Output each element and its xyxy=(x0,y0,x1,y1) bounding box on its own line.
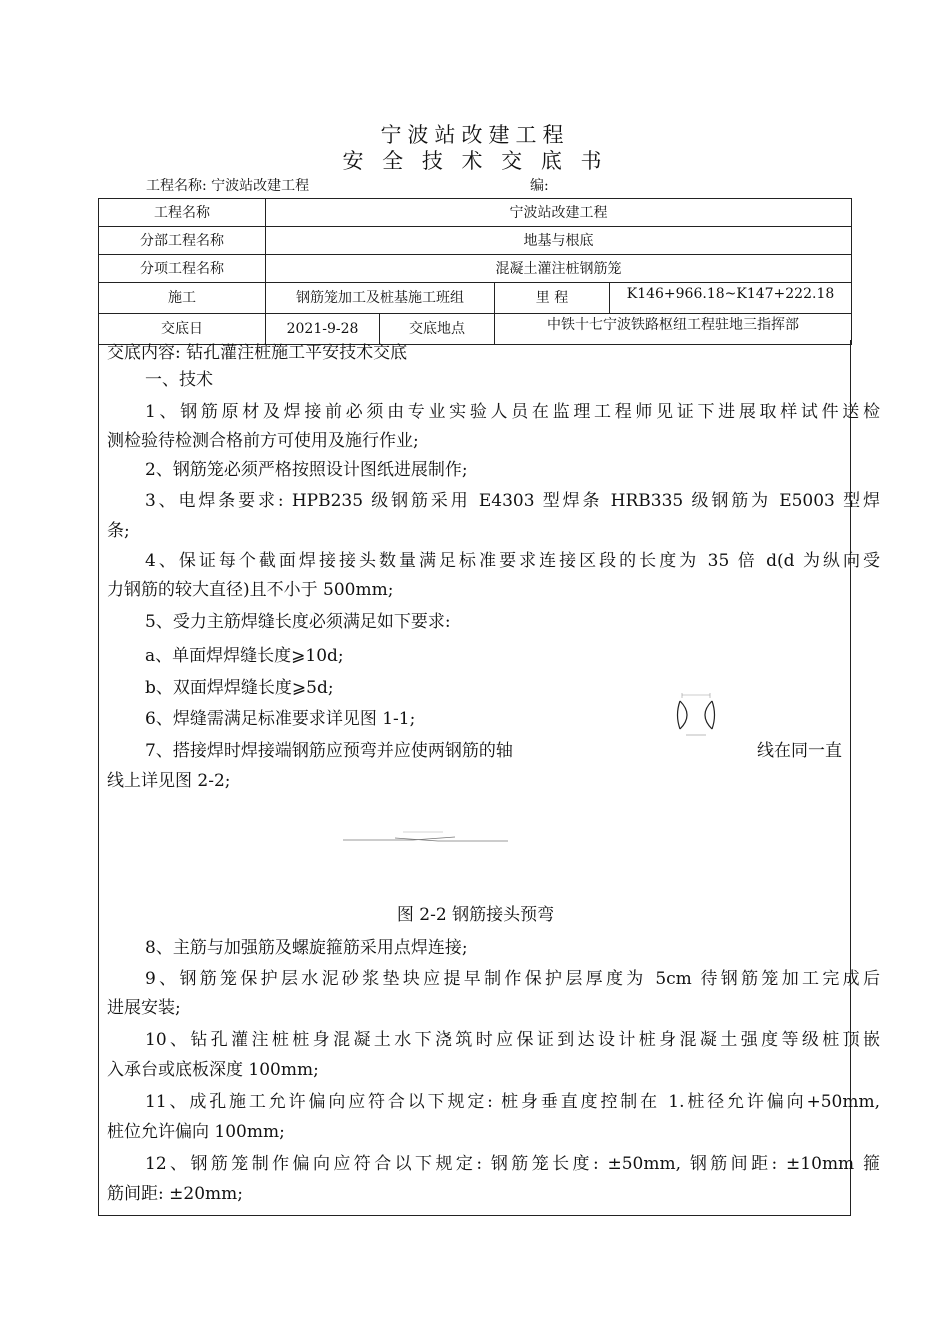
item-12-line-2: 筋间距: ±20mm; xyxy=(107,1184,243,1204)
item-10-line-2: 入承台或底板深度 100mm; xyxy=(107,1060,319,1080)
table-row xyxy=(99,199,852,227)
location-value: 中铁十七宁波铁路枢纽工程驻地三指挥部 xyxy=(495,314,852,345)
table-row xyxy=(99,283,852,314)
prebent-joint-figure xyxy=(343,828,508,850)
table-row xyxy=(99,255,852,283)
item-8: 8、主筋与加强筋及螺旋箍筋采用点焊连接; xyxy=(145,938,468,958)
construction-value: 钢筋笼加工及桩基施工班组 xyxy=(266,283,495,314)
project-name-value: 宁波站改建工程 xyxy=(266,199,852,227)
bar-left-outer xyxy=(678,701,681,729)
weld-section-figure xyxy=(672,690,720,740)
construction-label: 施工 xyxy=(99,283,266,314)
item-4-line-1: 4、保证每个截面焊接接头数量满足标准要求连接区段的长度为 35 倍 d(d 为纵向受 xyxy=(145,551,880,571)
division-label: 分部工程名称 xyxy=(99,227,266,255)
content-intro: 交底内容: 钻孔灌注桩施工平安技术交底 xyxy=(107,343,408,363)
table-row xyxy=(99,227,852,255)
date-value: 2021-9-28 xyxy=(266,314,380,345)
item-label: 分项工程名称 xyxy=(99,255,266,283)
item-5: 5、受力主筋焊缝长度必须满足如下要求: xyxy=(145,612,451,632)
item-1-line-2: 测检验待检测合格前方可使用及施行作业; xyxy=(107,431,419,451)
document-subtitle: 安 全 技 术 交 底 书 xyxy=(342,149,608,173)
item-value: 混凝土灌注桩钢筋笼 xyxy=(266,255,852,283)
item-5b: b、双面焊焊缝长度⩾5d; xyxy=(145,678,334,698)
item-3-line-1: 3、电焊条要求: HPB235 级钢筋采用 E4303 型焊条 HRB335 级钢筋为 E5003 型焊 xyxy=(145,491,880,511)
item-9-line-2: 进展安装; xyxy=(107,998,181,1018)
item-11-line-2: 桩位允许偏向 100mm; xyxy=(107,1122,285,1142)
mileage-label: 里 程 xyxy=(495,283,610,314)
project-name-line: 工程名称: 宁波站改建工程 xyxy=(146,178,310,194)
figure-2-2-caption: 图 2-2 钢筋接头预弯 xyxy=(396,905,555,925)
item-10-line-1: 10、钻孔灌注桩桩身混凝土水下浇筑时应保证到达设计桩身混凝土强度等级桩顶嵌 xyxy=(145,1030,880,1050)
project-name-label: 工程名称 xyxy=(99,199,266,227)
item-1-line-1: 1、钢筋原材及焊接前必须由专业实验人员在监理工程师见证下进展取样试件送检 xyxy=(145,402,880,422)
item-7-line-1-right: 线在同一直 xyxy=(757,741,842,761)
item-7-line-1-left: 7、搭接焊时焊接端钢筋应预弯并应使两钢筋的轴 xyxy=(145,741,513,761)
mileage-value: K146+966.18~K147+222.18 xyxy=(610,283,852,314)
location-label: 交底地点 xyxy=(380,314,495,345)
item-7-line-2: 线上详见图 2-2; xyxy=(107,771,231,791)
item-6: 6、焊缝需满足标准要求详见图 1-1; xyxy=(145,709,416,729)
section-heading: 一、技术 xyxy=(145,370,213,390)
document-title: 宁波站改建工程 xyxy=(380,123,570,147)
item-4-line-2: 力钢筋的较大直径)且不小于 500mm; xyxy=(107,580,394,600)
document-number-label: 编: xyxy=(530,178,549,194)
division-value: 地基与根底 xyxy=(266,227,852,255)
item-3-line-2: 条; xyxy=(107,521,130,541)
info-table xyxy=(98,198,852,345)
item-9-line-1: 9、钢筋笼保护层水泥砂浆垫块应提早制作保护层厚度为 5cm 待钢筋笼加工完成后 xyxy=(145,969,880,989)
item-2: 2、钢筋笼必须严格按照设计图纸进展制作; xyxy=(145,460,468,480)
item-11-line-1: 11、成孔施工允许偏向应符合以下规定: 桩身垂直度控制在 1.桩径允许偏向+50mm, xyxy=(145,1092,880,1112)
disclosure-content-box xyxy=(98,340,880,1216)
item-12-line-1: 12、钢筋笼制作偏向应符合以下规定: 钢筋笼长度: ±50mm, 钢筋间距: ±10mm 箍 xyxy=(145,1154,880,1174)
weld-zone xyxy=(680,701,712,729)
bar-right-outer xyxy=(712,701,715,729)
item-5a: a、单面焊焊缝长度⩾10d; xyxy=(145,646,344,666)
date-label: 交底日 xyxy=(99,314,266,345)
